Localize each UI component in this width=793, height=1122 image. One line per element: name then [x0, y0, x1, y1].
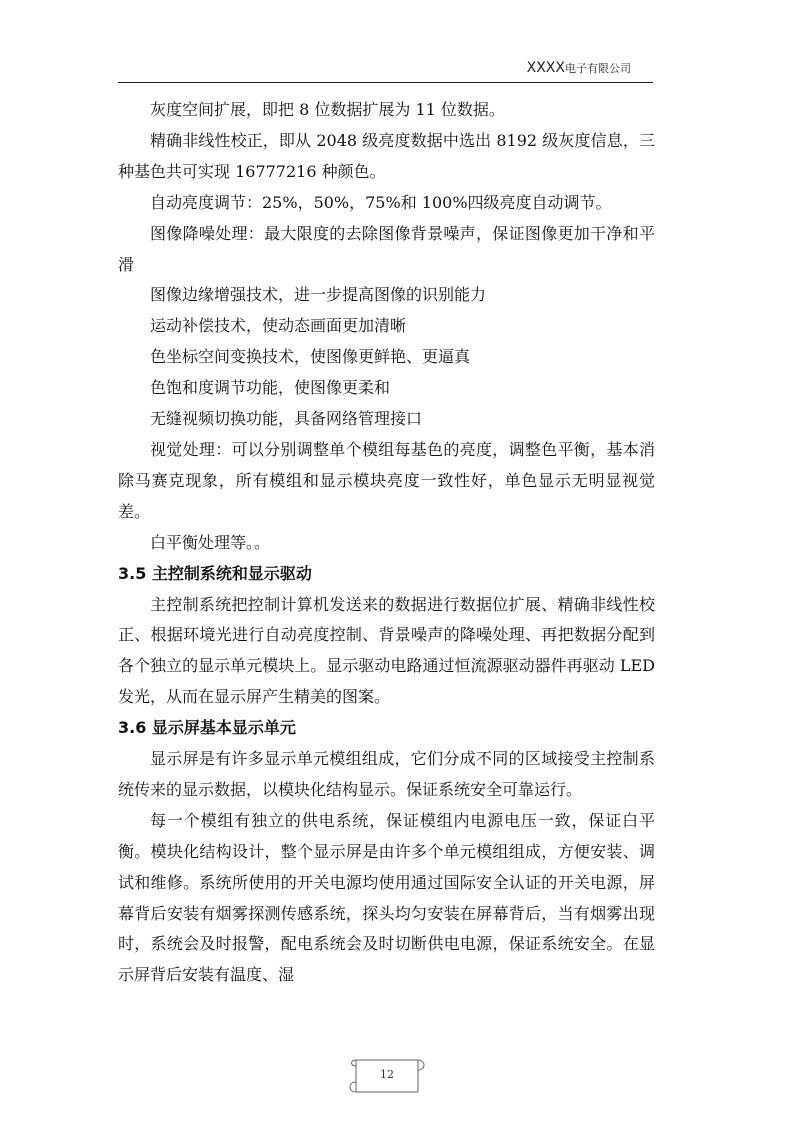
paragraph: 每一个模组有独立的供电系统，保证模组内电源电压一致，保证白平衡。模块化结构设计，整个显示屏是由许多个单元模组组成，方便安装、调试和维修。系统所使用的开关电源均使用通过国际安全认证的开关电源，屏幕背后安装有烟雾探测传感系统，探头均匀安装在屏幕背后，当有烟雾出现时，系统会及时报警，配电系统会及时切断供电电源，保证系统安全。在显示屏背后安装有温度、湿 — [118, 810, 655, 985]
paragraph: 色坐标空间变换技术，使图像更鲜艳、更逼真 — [150, 347, 471, 367]
page-header — [118, 58, 653, 83]
header-company-suffix: 电子有限公司 — [565, 62, 631, 75]
paragraph: 自动亮度调节：25%，50%，75%和 100%四级亮度自动调节。 — [150, 192, 612, 212]
paragraph: 运动补偿技术，使动态画面更加清晰 — [150, 316, 407, 336]
document-body — [118, 95, 655, 991]
paragraph: 视觉处理：可以分别调整单个模组每基色的亮度，调整色平衡，基本消除马赛克现象，所有模组和显示模块亮度一致性好，单色显示无明显视觉差。 — [118, 439, 655, 521]
section-heading-3-5: 3.5 主控制系统和显示驱动 — [118, 563, 312, 583]
header-company — [527, 60, 631, 76]
paragraph: 无缝视频切换功能，具备网络管理接口 — [150, 409, 423, 429]
header-company-code: XXXX — [526, 60, 565, 76]
paragraph: 色饱和度调节功能，使图像更柔和 — [150, 378, 391, 398]
section-heading-3-6: 3.6 显示屏基本显示单元 — [118, 718, 296, 738]
page-number: 12 — [380, 1068, 394, 1081]
paragraph: 白平衡处理等。。 — [150, 532, 271, 552]
paragraph: 图像边缘增强技术，进一步提高图像的识别能力 — [150, 285, 487, 305]
paragraph: 灰度空间扩展，即把 8 位数据扩展为 11 位数据。 — [150, 100, 505, 119]
paragraph: 显示屏是有许多显示单元模组组成，它们分成不同的区域接受主控制系统传来的显示数据，以模块化结构显示。保证系统安全可靠运行。 — [118, 749, 655, 799]
page-footer — [346, 1054, 428, 1098]
paragraph: 精确非线性校正，即从 2048 级亮度数据中选出 8192 级灰度信息，三种基色共可实现 16777216 种颜色。 — [118, 130, 655, 181]
paragraph: 图像降噪处理：最大限度的去除图像背景噪声，保证图像更加干净和平滑 — [118, 223, 655, 274]
paragraph: 主控制系统把控制计算机发送来的数据进行数据位扩展、精确非线性校正、根据环境光进行自动亮度控制、背景噪声的降噪处理、再把数据分配到各个独立的显示单元模块上。显示驱动电路通过恒流源驱动器件再驱动 LED 发光，从而在显示屏产生精美的图案。 — [118, 594, 655, 707]
